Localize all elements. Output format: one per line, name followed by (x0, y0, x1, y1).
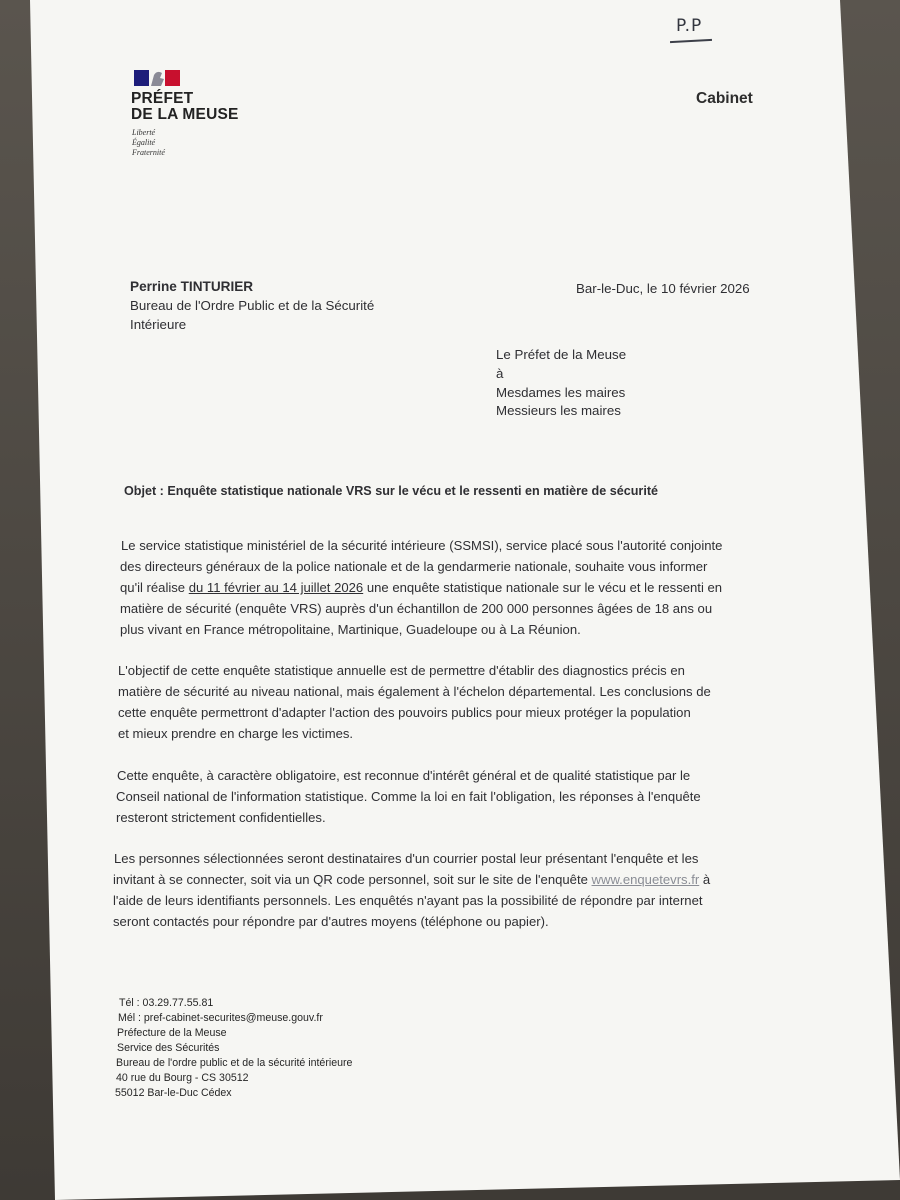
department-label: Cabinet (696, 90, 753, 107)
sender-name: Perrine TINTURIER (130, 279, 254, 294)
p2-line4: et mieux prendre en charge les victimes. (118, 726, 354, 741)
place-date: Bar-le-Duc, le 10 février 2026 (576, 281, 750, 296)
p4-line3: l'aide de leurs identifiants personnels. Les enquêtés n'ayant pas la possibilité de répondre par internet (113, 893, 703, 908)
footer-city: 55012 Bar-le-Duc Cédex (115, 1087, 232, 1099)
p1-line5: plus vivant en France métropolitaine, Martinique, Guadeloupe ou à La Réunion. (120, 622, 581, 637)
p2-line3: cette enquête permettront d'adapter l'action des pouvoirs publics pour mieux protéger la population (118, 705, 691, 720)
footer-service: Service des Sécurités (117, 1042, 220, 1054)
p3-line3: resteront strictement confidentielles. (116, 810, 326, 825)
p1-line3-post: une enquête statistique nationale sur le vécu et le ressenti en (363, 580, 723, 595)
p4-line2-post: à (699, 872, 711, 887)
recipient-line2: Messieurs les maires (496, 403, 621, 418)
recipient-from: Le Préfet de la Meuse (496, 347, 627, 362)
p4-line2-pre: invitant à se connecter, soit via un QR code personnel, soit sur le site de l'enquête (113, 872, 592, 887)
footer-bureau: Bureau de l'ordre public et de la sécurité intérieure (116, 1057, 353, 1069)
motto-liberte: Liberté (132, 128, 156, 137)
p3-line1: Cette enquête, à caractère obligatoire, est reconnue d'intérêt général et de qualité statistique par le (117, 768, 691, 783)
recipient-line1: Mesdames les maires (496, 385, 626, 400)
handwritten-note: P.P (676, 16, 703, 36)
recipient-to-word: à (496, 366, 504, 381)
p4-line4: seront contactés pour répondre par d'autres moyens (téléphone ou papier). (113, 914, 549, 929)
p1-line1: Le service statistique ministériel de la sécurité intérieure (SSMSI), service placé sous l'autorité conjointe (121, 538, 723, 553)
motto-fraternite: Fraternité (132, 148, 165, 157)
p4-line1: Les personnes sélectionnées seront destinataires d'un courrier postal leur présentant l'enquête et les (114, 851, 699, 866)
footer-mel: Mél : pref-cabinet-securites@meuse.gouv.fr (118, 1012, 323, 1024)
sender-bureau-line1: Bureau de l'Ordre Public et de la Sécurité (130, 298, 375, 313)
p4-line2 (113, 872, 710, 887)
footer-street: 40 rue du Bourg - CS 30512 (116, 1072, 249, 1084)
survey-website-link[interactable]: www.enquetevrs.fr (591, 872, 700, 887)
subject-line: Objet : Enquête statistique nationale VRS sur le vécu et le ressenti en matière de sécurité (124, 484, 659, 498)
p1-line4: matière de sécurité (enquête VRS) auprès d'un échantillon de 200 000 personnes âgées de 18 ans ou (120, 601, 713, 616)
p1-line2: des directeurs généraux de la police nationale et de la gendarmerie nationale, souhaite vous informer (120, 559, 708, 574)
p1-line3-pre: qu'il réalise (120, 580, 189, 595)
survey-dates: du 11 février au 14 juillet 2026 (188, 580, 364, 595)
motto-egalite: Égalité (132, 138, 156, 147)
prefet-title-line2: DE LA MEUSE (131, 106, 239, 123)
sender-bureau-line2: Intérieure (130, 317, 187, 332)
p2-line2: matière de sécurité au niveau national, mais également à l'échelon départemental. Les conclusions de (118, 684, 711, 699)
p2-line1: L'objectif de cette enquête statistique annuelle est de permettre d'établir des diagnostics précis en (118, 663, 685, 678)
prefet-title-line1: PRÉFET (131, 90, 194, 107)
footer-prefecture: Préfecture de la Meuse (117, 1027, 227, 1039)
p3-line2: Conseil national de l'information statistique. Comme la loi en fait l'obligation, les réponses à l'enquête (116, 789, 701, 804)
footer-tel: Tél : 03.29.77.55.81 (119, 997, 214, 1009)
p1-line3 (120, 580, 722, 595)
marianne-logo-icon (134, 70, 180, 86)
